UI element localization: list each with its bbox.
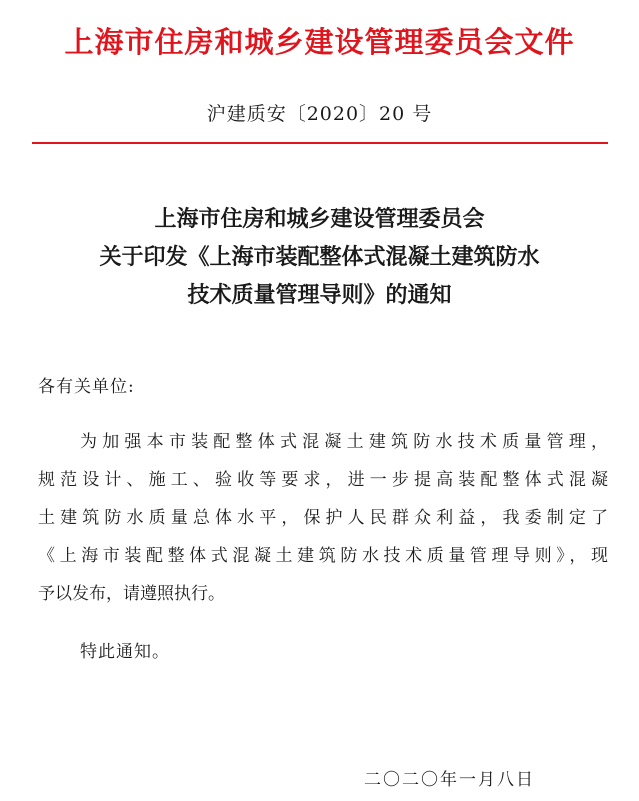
red-divider-rule (32, 142, 608, 144)
salutation: 各有关单位: (38, 377, 135, 397)
body-paragraph (38, 423, 608, 613)
notice-title (0, 201, 639, 315)
body-paragraph-line: 《上海市装配整体式混凝土建筑防水技术质量管理导则》，现 (38, 546, 608, 566)
body-paragraph-line: 予以发布，请遵照执行。 (38, 584, 225, 604)
notice-title-line: 关于印发《上海市装配整体式混凝土建筑防水 (99, 245, 540, 270)
issuer-header-title: 上海市住房和城乡建设管理委员会文件 (64, 25, 575, 59)
issue-date: 二〇二〇年一月八日 (364, 770, 535, 790)
body-paragraph-line: 规范设计、施工、验收等要求，进一步提高装配整体式混凝 (38, 470, 608, 490)
notice-title-line: 技术质量管理导则》的通知 (187, 283, 452, 308)
notice-title-line: 上海市住房和城乡建设管理委员会 (154, 207, 485, 232)
body-paragraph-line: 为加强本市装配整体式混凝土建筑防水技术质量管理， (80, 432, 608, 452)
body-paragraph-line: 土建筑防水质量总体水平，保护人民群众利益，我委制定了 (38, 508, 608, 528)
closing-remark: 特此通知。 (80, 642, 170, 662)
document-number: 沪建质安〔2020〕20 号 (206, 103, 433, 125)
